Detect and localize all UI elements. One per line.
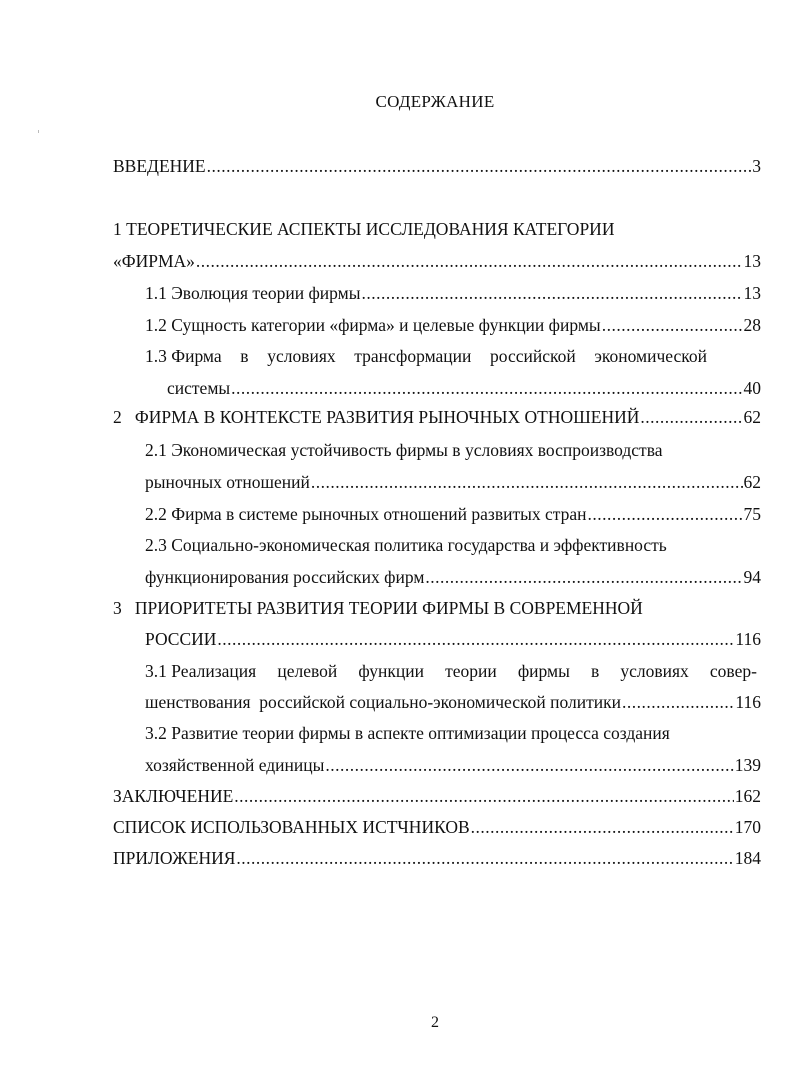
toc-entry-chapter-3 bbox=[145, 629, 761, 650]
page-title: СОДЕРЖАНИЕ bbox=[375, 92, 495, 111]
toc-leader-dots bbox=[231, 378, 742, 399]
toc-word: российской bbox=[490, 346, 576, 366]
toc-page-number: 116 bbox=[735, 692, 761, 712]
toc-page-number: 3 bbox=[752, 156, 761, 176]
toc-word: совер- bbox=[709, 661, 757, 681]
toc-page-number: 62 bbox=[743, 472, 761, 492]
toc-label: ВВЕДЕНИЕ bbox=[113, 156, 206, 176]
toc-leader-dots bbox=[234, 786, 733, 807]
toc-leader-dots bbox=[622, 692, 734, 713]
toc-chapter-3-line1: 3 ПРИОРИТЕТЫ РАЗВИТИЯ ТЕОРИИ ФИРМЫ В СОВРЕМЕННОЙ bbox=[113, 598, 643, 618]
toc-leader-dots bbox=[217, 629, 734, 650]
toc-word: экономической bbox=[594, 346, 707, 366]
toc-entry-3-2 bbox=[145, 755, 761, 776]
toc-entry-2-3 bbox=[145, 567, 761, 588]
toc-entry-1-3-line1 bbox=[145, 346, 707, 367]
toc-page-number: 116 bbox=[735, 629, 761, 649]
toc-entry-intro bbox=[113, 156, 761, 177]
toc-chapter-1-line1: 1 ТЕОРЕТИЧЕСКИЕ АСПЕКТЫ ИССЛЕДОВАНИЯ КАТЕГОРИИ bbox=[113, 219, 615, 239]
toc-entry-conclusion bbox=[113, 786, 761, 807]
toc-page-number: 40 bbox=[743, 378, 761, 398]
toc-page-number: 139 bbox=[734, 755, 761, 775]
toc-leader-dots bbox=[311, 472, 743, 493]
toc-label: 2 ФИРМА В КОНТЕКСТЕ РАЗВИТИЯ РЫНОЧНЫХ ОТНОШЕНИЙ bbox=[113, 407, 640, 427]
toc-entry-2-3-line1: 2.3 Социально-экономическая политика государства и эффективность bbox=[145, 535, 667, 555]
toc-page-number: 62 bbox=[743, 407, 761, 427]
toc-label: рыночных отношений bbox=[145, 472, 310, 492]
toc-word: в bbox=[590, 661, 600, 681]
toc-label: шенствования российской социально-экономической политики bbox=[145, 692, 621, 712]
toc-page-number: 94 bbox=[743, 567, 761, 587]
toc-label: хозяйственной единицы bbox=[145, 755, 325, 775]
toc-entry-2-1-line1: 2.1 Экономическая устойчивость фирмы в условиях воспроизводства bbox=[145, 440, 663, 460]
toc-label: системы bbox=[167, 378, 231, 398]
toc-label: функционирования российских фирм bbox=[145, 567, 425, 587]
toc-leader-dots bbox=[236, 848, 733, 869]
toc-page-number: 13 bbox=[743, 251, 761, 271]
toc-leader-dots bbox=[588, 504, 743, 525]
toc-page-number: 28 bbox=[743, 315, 761, 335]
page-number: 2 bbox=[431, 1014, 439, 1031]
toc-leader-dots bbox=[640, 407, 742, 428]
toc-label: 2.2 Фирма в системе рыночных отношений развитых стран bbox=[145, 504, 587, 524]
toc-entry-sources bbox=[113, 817, 761, 838]
toc-word: условиях bbox=[267, 346, 336, 366]
scan-mark bbox=[38, 130, 39, 133]
toc-entry-3-1-line1 bbox=[145, 661, 757, 682]
toc-entry-appendix bbox=[113, 848, 761, 869]
toc-leader-dots bbox=[196, 251, 743, 272]
toc-word: функции bbox=[358, 661, 424, 681]
toc-label: «ФИРМА» bbox=[113, 251, 195, 271]
toc-label: СПИСОК ИСПОЛЬЗОВАННЫХ ИСТЧНИКОВ bbox=[113, 817, 470, 837]
toc-label: 1.2 Сущность категории «фирма» и целевые функции фирмы bbox=[145, 315, 601, 335]
toc-label: ЗАКЛЮЧЕНИЕ bbox=[113, 786, 234, 806]
toc-word: теории bbox=[445, 661, 497, 681]
toc-entry-1-3 bbox=[167, 378, 761, 399]
toc-page-number: 13 bbox=[743, 283, 761, 303]
toc-page-number: 75 bbox=[743, 504, 761, 524]
toc-page-number: 184 bbox=[734, 848, 761, 868]
toc-label: РОССИИ bbox=[145, 629, 217, 649]
toc-entry-chapter-1 bbox=[113, 251, 761, 272]
toc-leader-dots bbox=[207, 156, 752, 177]
toc-leader-dots bbox=[361, 283, 742, 304]
toc-page-number: 170 bbox=[734, 817, 761, 837]
toc-page-number: 162 bbox=[734, 786, 761, 806]
toc-word: фирмы bbox=[517, 661, 570, 681]
toc-label: 1.1 Эволюция теории фирмы bbox=[145, 283, 361, 303]
toc-entry-1-2 bbox=[145, 315, 761, 336]
toc-leader-dots bbox=[602, 315, 743, 336]
toc-entry-1-1 bbox=[145, 283, 761, 304]
toc-entry-3-2-line1: 3.2 Развитие теории фирмы в аспекте оптимизации процесса создания bbox=[145, 723, 670, 743]
toc-leader-dots bbox=[471, 817, 734, 838]
toc-label: ПРИЛОЖЕНИЯ bbox=[113, 848, 236, 868]
toc-word: 3.1 Реализация bbox=[145, 661, 257, 681]
toc-word: целевой bbox=[277, 661, 338, 681]
toc-word: условиях bbox=[620, 661, 689, 681]
toc-leader-dots bbox=[325, 755, 733, 776]
toc-word: в bbox=[240, 346, 249, 366]
toc-entry-chapter-2 bbox=[113, 407, 761, 428]
toc-entry-2-1 bbox=[145, 472, 761, 493]
toc-word: 1.3 Фирма bbox=[145, 346, 222, 366]
toc-leader-dots bbox=[425, 567, 742, 588]
toc-entry-3-1 bbox=[145, 692, 761, 713]
toc-word: трансформации bbox=[354, 346, 472, 366]
toc-entry-2-2 bbox=[145, 504, 761, 525]
